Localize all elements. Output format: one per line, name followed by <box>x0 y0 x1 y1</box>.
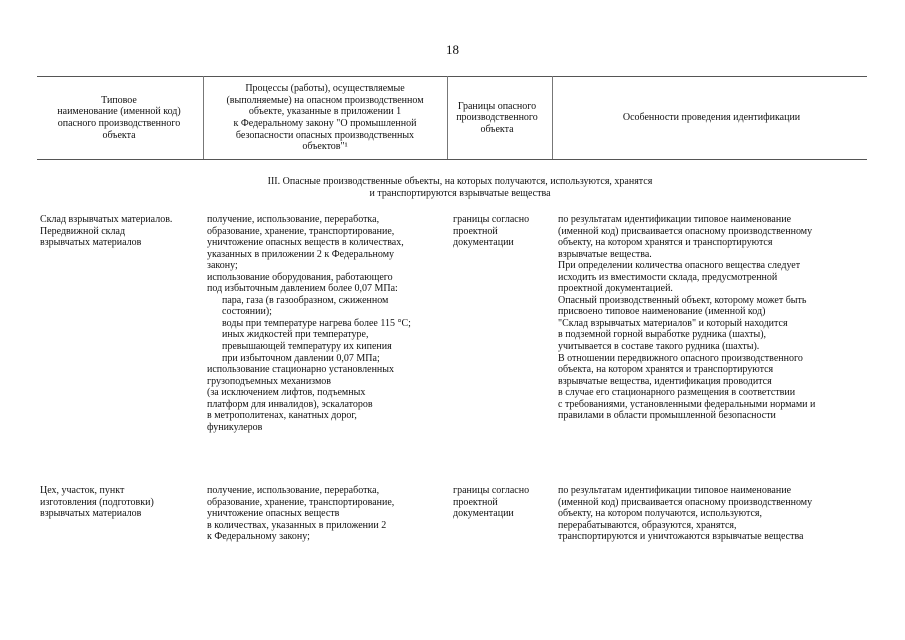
header-divider <box>447 76 448 159</box>
header-features-text: Особенности проведения идентификации <box>622 112 801 124</box>
row-2-processes: получение, использование, переработка, образование, хранение, транспортирование, уничтожение опасных веществ в количествах, указанных в приложении 2 к Федеральному закону; <box>207 485 395 543</box>
header-boundaries <box>449 80 545 156</box>
header-type-name <box>37 80 201 156</box>
table-header-top-rule <box>37 76 867 77</box>
header-divider <box>552 76 553 159</box>
page-number: 18 <box>446 42 459 57</box>
row-1-boundaries: границы согласно проектной документации <box>453 214 530 249</box>
row-1-type-name: Склад взрывчатых материалов. Передвижной склад взрывчатых материалов <box>40 214 173 249</box>
header-type-name-text: Типовое наименование (именной код) опасного производственного объекта <box>57 94 181 141</box>
row-2-type-name: Цех, участок, пункт изготовления (подготовки) взрывчатых материалов <box>40 485 154 520</box>
section-title: III. Опасные производственные объекты, на которых получаются, используются, хранятся и транспортируются взрывчатые вещества <box>267 176 653 199</box>
row-1-features: по результатам идентификации типовое наименование (именной код) присваивается опасному производственному объекту, на котором хранятся и транспортируются взрывчатые вещества. При определении количества опасного вещества следует исходить из вместимости склада, предусмотренной проектной документацией. Опасный производственный объект, которому может быть присвоено типовое наименование (именной код) "Склад взрывчатых материалов" и который находится в подземной горной выработке рудника (шахты), учитывается в составе такого рудника (шахты). В отношении передвижного опасного производственного объекта, на котором хранятся и транспортируются взрывчатые вещества, идентификация проводится в случае его стационарного размещения в соответствии с требованиями, установленными федеральными нормами и правилами в области промышленной безопасности <box>558 214 816 422</box>
row-2-features: по результатам идентификации типовое наименование (именной код) присваивается опасному производственному объекту, на котором получаются, используются, перерабатываются, образуются, хранятся, транспортируются и уничтожаются взрывчатые вещества <box>558 485 813 543</box>
header-boundaries-text: Границы опасного производственного объекта <box>456 100 538 135</box>
header-features <box>556 80 867 156</box>
header-processes <box>205 80 445 156</box>
row-1-processes: получение, использование, переработка, образование, хранение, транспортирование, уничтожение опасных веществ в количествах, указанных в приложении 2 к Федеральному закону; использование оборудования, работающего под избыточным давлением более 0,07 МПа: пара, газа (в газообразном, сжиженном состоянии); воды при температуре нагрева более 115 °С; иных жидкостей при температуре, превышающей температуру их кипения при избыточном давлении 0,07 МПа; использование стационарно установленных грузоподъемных механизмов (за исключением лифтов, подъемных платформ для инвалидов), эскалаторов в метрополитенах, канатных дорог, фуникулеров <box>207 214 411 433</box>
header-divider <box>203 76 204 159</box>
header-processes-text: Процессы (работы), осуществляемые (выполняемые) на опасном производственном объекте, указанные в приложении 1 к Федеральному закону "О промышленной безопасности опасных производственных объектов"¹ <box>226 83 424 153</box>
table-header-bottom-rule <box>37 159 867 160</box>
row-2-boundaries: границы согласно проектной документации <box>453 485 530 520</box>
